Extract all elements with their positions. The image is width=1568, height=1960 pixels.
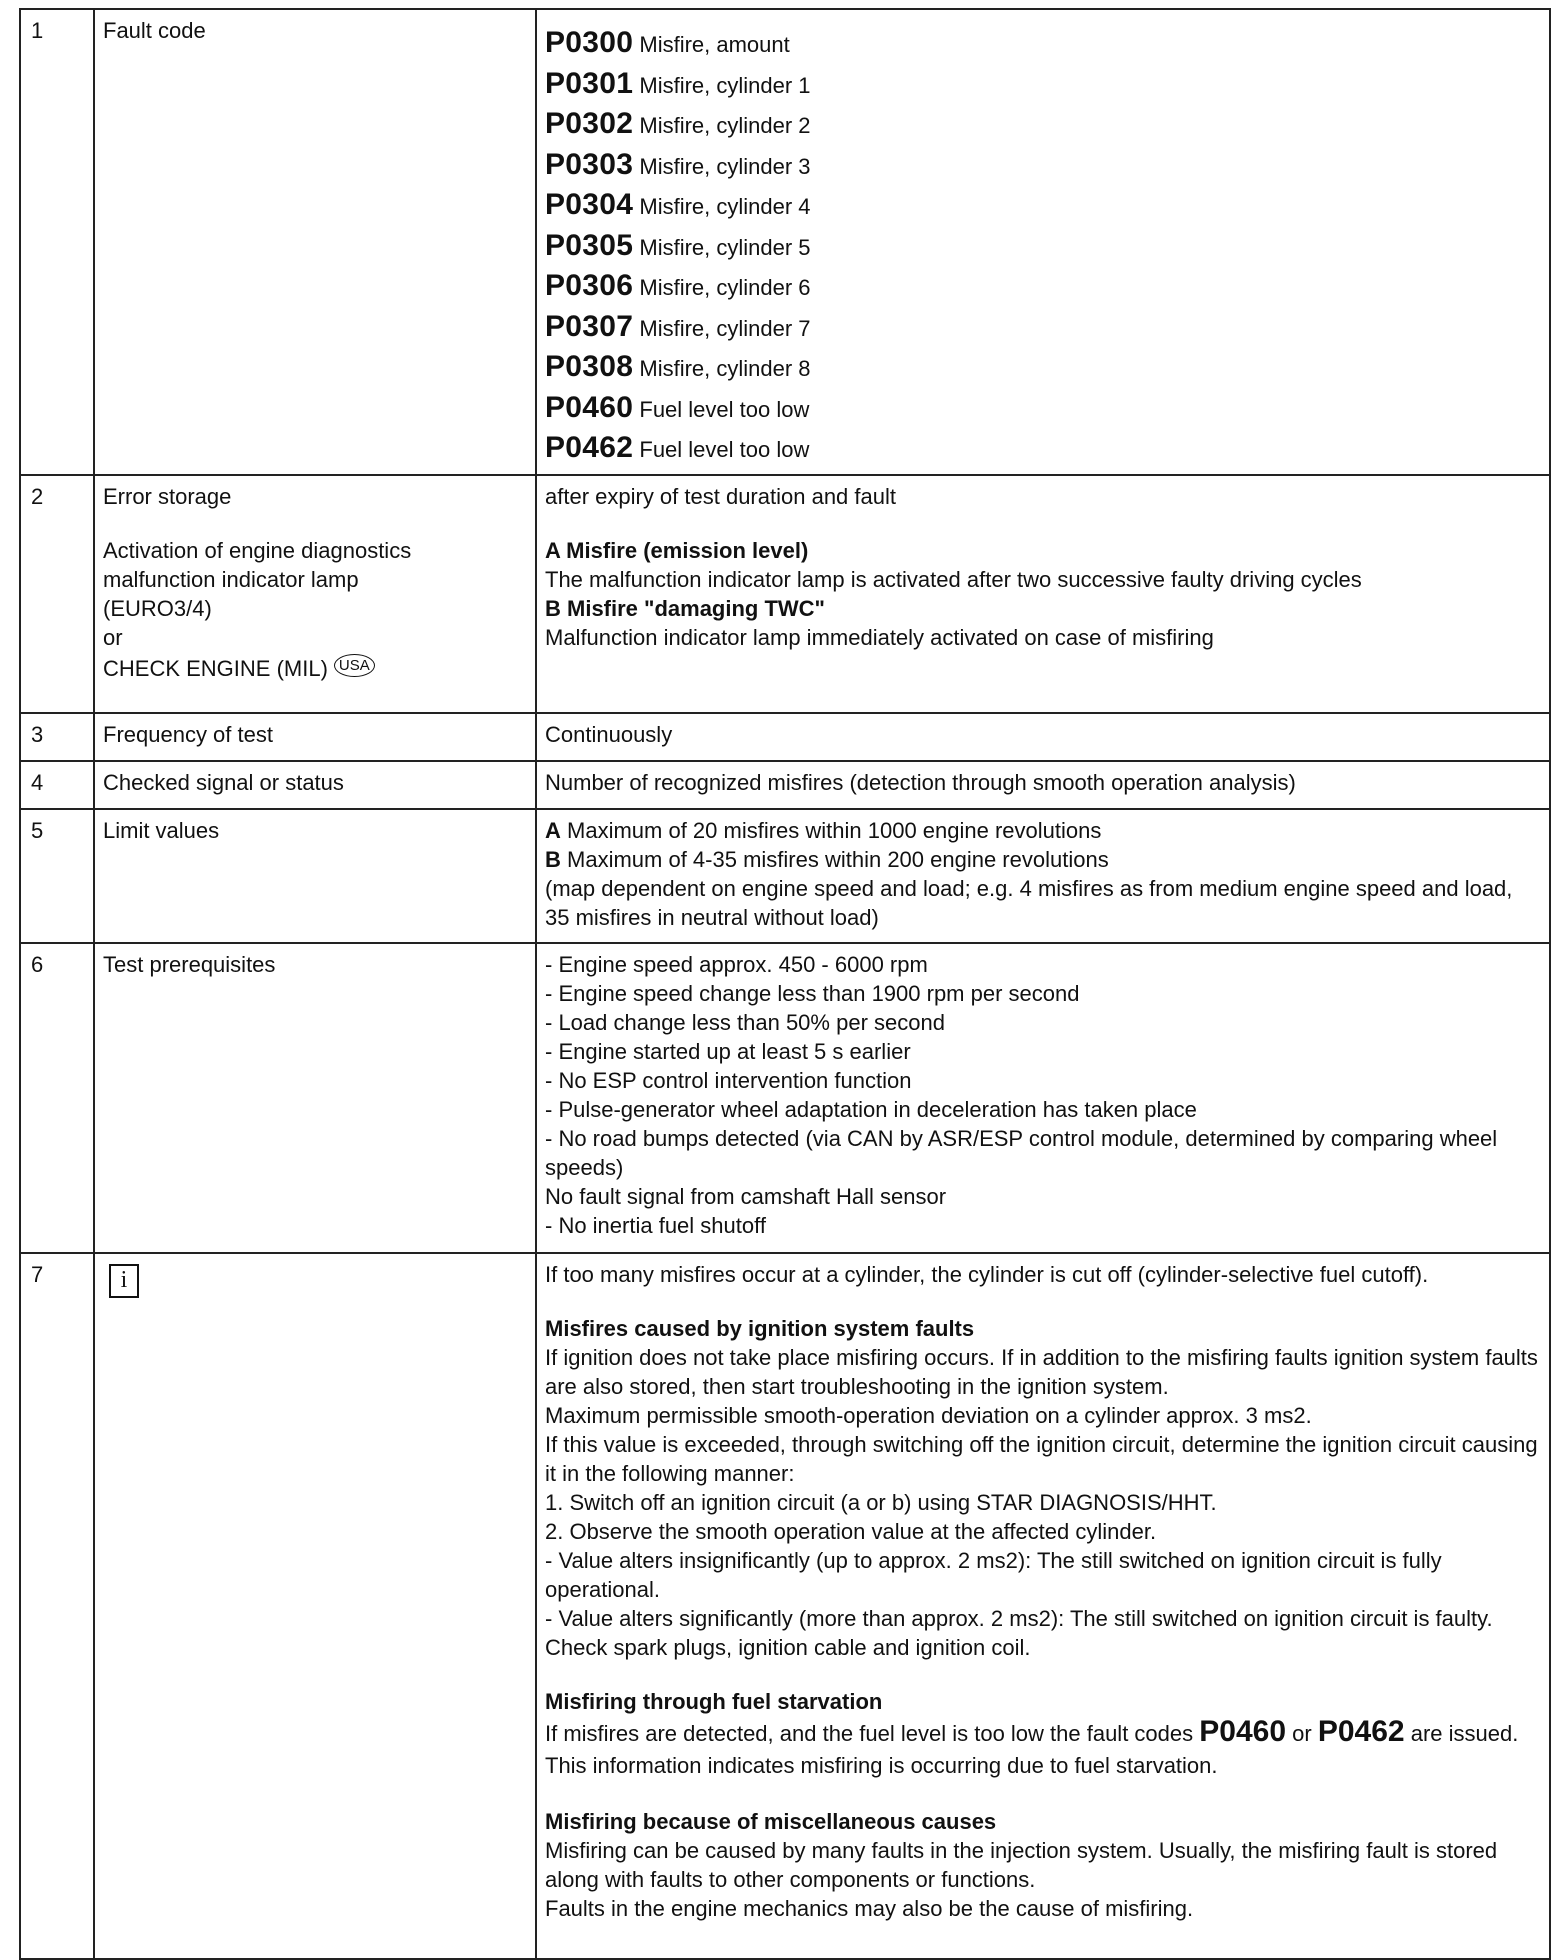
fuel-text-pre: If misfires are detected, and the fuel level is too low the fault codes xyxy=(545,1720,1194,1746)
row-label: Test prerequisites xyxy=(94,943,536,1253)
limit-note: (map dependent on engine speed and load; e.g. 4 misfires as from medium engine speed and load, 35 misfires in neutral without load) xyxy=(545,875,1513,930)
info-icon: i xyxy=(109,1264,139,1298)
fuel-text-or: or xyxy=(1292,1720,1312,1746)
fault-code-inline: P0462 xyxy=(1317,1714,1405,1748)
check-engine-label: CHECK ENGINE (MIL) xyxy=(103,655,328,681)
fuel-text-post: are issued. This information indicates misfiring is occurring due to fuel starvation. xyxy=(545,1720,1519,1778)
section-heading-ignition: Misfires caused by ignition system faults xyxy=(545,1315,975,1341)
fault-code-description: Misfire, cylinder 3 xyxy=(639,153,811,179)
ignition-note: - Value alters significantly (more than approx. 2 ms2): The still switched on ignition circuit is faulty. Check spark plugs, ignition cable and ignition coil. xyxy=(545,1605,1493,1660)
ignition-note: 1. Switch off an ignition circuit (a or b) using STAR DIAGNOSIS/HHT. xyxy=(545,1489,1217,1515)
row-number: 6 xyxy=(20,943,94,1253)
fault-code: P0306 xyxy=(545,269,634,302)
fault-code: P0303 xyxy=(545,147,634,181)
row-label: Checked signal or status xyxy=(94,761,536,809)
prerequisite-item: - Engine speed change less than 1900 rpm per second xyxy=(545,980,1080,1006)
fault-code-item xyxy=(545,24,1541,65)
fault-code: P0300 xyxy=(545,26,634,59)
ignition-note: If this value is exceeded, through switching off the ignition circuit, determine the ignition circuit causing it in the following manner: xyxy=(545,1431,1538,1486)
fault-code: P0308 xyxy=(545,350,634,383)
limit-a-letter: A xyxy=(545,817,561,843)
fault-code-description: Misfire, cylinder 5 xyxy=(639,234,811,260)
fault-code-item xyxy=(545,227,1541,268)
info-intro: If too many misfires occur at a cylinder, the cylinder is cut off (cylinder-selective fuel cutoff). xyxy=(545,1261,1429,1287)
section-heading-fuel: Misfiring through fuel starvation xyxy=(545,1688,883,1714)
row-number: 2 xyxy=(20,475,94,713)
prerequisite-item: - Engine started up at least 5 s earlier xyxy=(545,1038,911,1064)
fault-code-description: Misfire, cylinder 2 xyxy=(639,113,811,138)
fault-code-item xyxy=(545,308,1541,349)
fault-code-description: Misfire, cylinder 1 xyxy=(639,72,811,98)
usa-badge-icon: USA xyxy=(334,654,375,677)
fault-code-description: Misfire, cylinder 4 xyxy=(639,194,811,219)
fault-code-item xyxy=(545,429,1541,470)
misc-note: Misfiring can be caused by many faults in the injection system. Usually, the misfiring fault is stored along with faults to other components or functions. xyxy=(545,1837,1498,1892)
mil-activation-line: (EURO3/4) xyxy=(103,595,212,621)
misfire-b-title: B Misfire "damaging TWC" xyxy=(545,595,825,621)
misfire-a-title: A Misfire (emission level) xyxy=(545,537,809,563)
row-limit-values xyxy=(20,809,1550,943)
info-notes xyxy=(536,1253,1550,1959)
fault-code-item xyxy=(545,146,1541,187)
misfire-a-text: The malfunction indicator lamp is activated after two successive faulty driving cycles xyxy=(545,566,1362,592)
error-storage-value xyxy=(536,475,1550,713)
ignition-note: Maximum permissible smooth-operation deviation on a cylinder approx. 3 ms2. xyxy=(545,1402,1312,1428)
row-error-storage xyxy=(20,475,1550,713)
prerequisite-item: - No road bumps detected (via CAN by ASR/ESP control module, determined by comparing wheel speeds) xyxy=(545,1125,1498,1180)
mil-activation-line: or xyxy=(103,624,123,650)
ignition-note: - Value alters insignificantly (up to approx. 2 ms2): The still switched on ignition circuit is fully operational. xyxy=(545,1547,1442,1602)
fault-code: P0304 xyxy=(545,188,634,221)
prerequisite-list xyxy=(536,943,1550,1253)
row-label: Error storage xyxy=(103,483,232,509)
row-label-cell xyxy=(94,475,536,713)
misc-note: Faults in the engine mechanics may also be the cause of misfiring. xyxy=(545,1895,1194,1921)
fault-code-item xyxy=(545,65,1541,106)
fault-code-item xyxy=(545,348,1541,389)
row-test-prerequisites xyxy=(20,943,1550,1253)
mil-activation-line: malfunction indicator lamp xyxy=(103,566,359,592)
fault-code-item xyxy=(545,186,1541,227)
storage-condition: after expiry of test duration and fault xyxy=(545,483,896,509)
row-number: 7 xyxy=(20,1253,94,1959)
ignition-note: 2. Observe the smooth operation value at the affected cylinder. xyxy=(545,1518,1157,1544)
fault-code: P0462 xyxy=(545,431,634,464)
limit-b-text: Maximum of 4-35 misfires within 200 engine revolutions xyxy=(567,846,1109,872)
fault-code-item xyxy=(545,105,1541,146)
row-frequency xyxy=(20,713,1550,761)
fault-code-description: Misfire, cylinder 6 xyxy=(639,275,811,300)
limit-b-letter: B xyxy=(545,846,561,872)
fault-code: P0302 xyxy=(545,107,634,140)
fault-code: P0460 xyxy=(545,390,634,424)
fuel-starvation-text xyxy=(545,1716,1541,1782)
fault-code: P0307 xyxy=(545,309,634,343)
limit-a xyxy=(545,816,1541,845)
fault-code: P0305 xyxy=(545,228,634,262)
fault-code-description: Fuel level too low xyxy=(639,437,810,462)
row-number: 1 xyxy=(20,9,94,475)
limit-b xyxy=(545,845,1541,874)
row-value: Number of recognized misfires (detection through smooth operation analysis) xyxy=(536,761,1550,809)
limit-values xyxy=(536,809,1550,943)
ignition-note: If ignition does not take place misfiring occurs. If in addition to the misfiring faults ignition system faults are also stored, then start troubleshooting in the ignition system. xyxy=(545,1344,1538,1399)
section-heading-misc: Misfiring because of miscellaneous causes xyxy=(545,1808,997,1834)
row-label: Fault code xyxy=(94,9,536,475)
prerequisite-item: - Engine speed approx. 450 - 6000 rpm xyxy=(545,951,928,977)
row-label: Limit values xyxy=(94,809,536,943)
diagnostic-table xyxy=(19,8,1551,1960)
prerequisite-item: - No inertia fuel shutoff xyxy=(545,1212,766,1238)
info-cell xyxy=(94,1253,536,1959)
row-information xyxy=(20,1253,1550,1959)
row-number: 5 xyxy=(20,809,94,943)
fault-code-description: Misfire, cylinder 8 xyxy=(639,356,811,381)
row-label: Frequency of test xyxy=(94,713,536,761)
row-checked-signal xyxy=(20,761,1550,809)
fault-code-description: Fuel level too low xyxy=(639,396,810,422)
fault-code-item xyxy=(545,389,1541,430)
fault-code-list xyxy=(536,9,1550,475)
fault-code-description: Misfire, cylinder 7 xyxy=(639,315,811,341)
limit-a-text: Maximum of 20 misfires within 1000 engine revolutions xyxy=(567,817,1102,843)
prerequisite-item: - Pulse-generator wheel adaptation in deceleration has taken place xyxy=(545,1096,1197,1122)
prerequisite-item: - No ESP control intervention function xyxy=(545,1067,912,1093)
fault-code-item xyxy=(545,267,1541,308)
misfire-b-text: Malfunction indicator lamp immediately activated on case of misfiring xyxy=(545,624,1214,650)
fault-code-inline: P0460 xyxy=(1199,1714,1287,1748)
row-number: 3 xyxy=(20,713,94,761)
prerequisite-item: - Load change less than 50% per second xyxy=(545,1009,945,1035)
row-value: Continuously xyxy=(536,713,1550,761)
row-number: 4 xyxy=(20,761,94,809)
prerequisite-item: No fault signal from camshaft Hall sensor xyxy=(545,1183,947,1209)
fault-code: P0301 xyxy=(545,66,634,100)
row-fault-code xyxy=(20,9,1550,475)
mil-activation-line: Activation of engine diagnostics xyxy=(103,537,412,563)
fault-code-description: Misfire, amount xyxy=(639,32,790,57)
